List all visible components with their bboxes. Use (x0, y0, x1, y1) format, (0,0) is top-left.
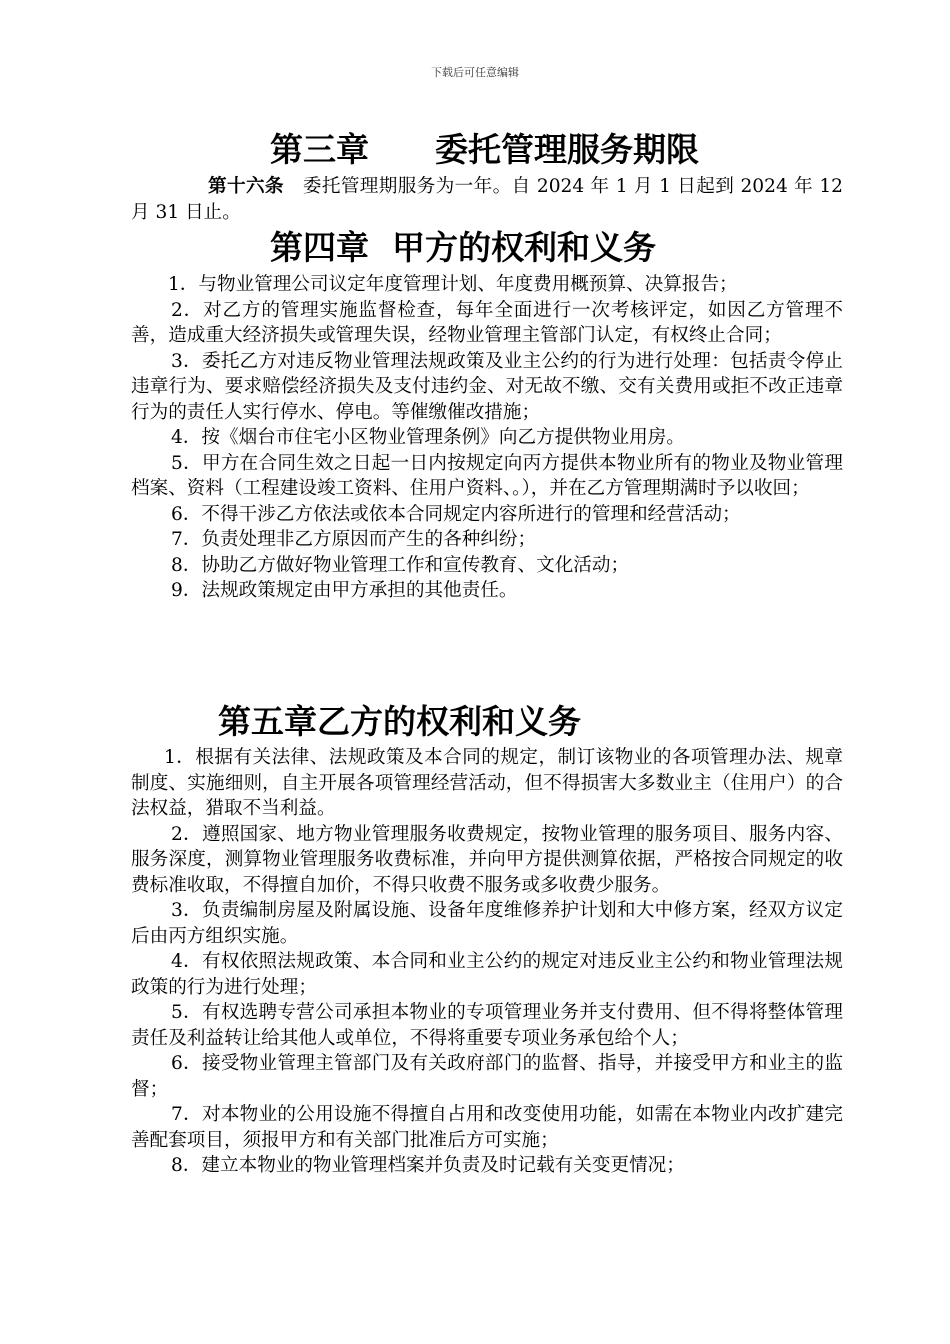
chapter-5-item: 6．接受物业管理主管部门及有关政府部门的监督、指导，并接受甲方和业主的监督； (131, 1053, 843, 1100)
chapter-5-item: 4．有权依照法规政策、本合同和业主公约的规定对违反业主公约和物业管理法规政策的行为进行处理； (131, 951, 843, 998)
chapter-4-title: 第四章 甲方的权利和义务 (270, 228, 656, 267)
header-note: 下载后可任意编辑 (431, 66, 519, 79)
chapter-4-item: 7．负责处理非乙方原因而产生的各种纠纷； (171, 529, 537, 550)
chapter-3-title: 第三章 委托管理服务期限 (270, 130, 699, 169)
chapter-5-item: 8．建立本物业的物业管理档案并负责及时记载有关变更情况； (171, 1155, 685, 1176)
chapter-3-body (131, 174, 843, 225)
chapter-4-item: 2．对乙方的管理实施监督检查，每年全面进行一次考核评定，如因乙方管理不善，造成重大经济损失或管理失误，经物业管理主管部门认定，有权终止合同； (131, 299, 843, 346)
chapter-5-item: 1．根据有关法律、法规政策及本合同的规定，制订该物业的各项管理办法、规章制度、实施细则，自主开展各项管理经营活动，但不得损害大多数业主（住用户）的合法权益，猎取不当利益。 (131, 747, 843, 819)
chapter-5-item: 2．遵照国家、地方物业管理服务收费规定，按物业管理的服务项目、服务内容、服务深度，测算物业管理服务收费标准，并向甲方提供测算依据，严格按合同规定的收费标准收取，不得擅自加价，不得只收费不服务或多收费少服务。 (131, 823, 843, 896)
article-16-text: 委托管理期服务为一年。自 2024 年 1 月 1 日起到 2024 年 12 月 31 日止。 (131, 176, 843, 223)
chapter-5-item: 3．负责编制房屋及附属设施、设备年度维修养护计划和大中修方案，经双方议定后由丙方组织实施。 (131, 900, 843, 947)
chapter-4-item: 6．不得干涉乙方依法或依本合同规定内容所进行的管理和经营活动； (171, 503, 741, 525)
chapter-4-item: 1．与物业管理公司议定年度管理计划、年度费用概预算、决算报告； (168, 274, 738, 295)
article-16 (131, 174, 843, 225)
chapter-4-body (131, 272, 843, 604)
chapter-4-item: 3．委托乙方对违反物业管理法规政策及业主公约的行为进行处理：包括责令停止违章行为、要求赔偿经济损失及支付违约金、对无故不缴、交有关费用或拒不改正违章行为的责任人实行停水、停电。等催缴催改措施； (131, 350, 843, 423)
chapter-5-item: 5．有权选聘专营公司承担本物业的专项管理业务并支付费用、但不得将整体管理责任及利益转让给其他人或单位，不得将重要专项业务承包给个人； (131, 1002, 843, 1049)
chapter-4-item: 4．按《烟台市住宅小区物业管理条例》向乙方提供物业用房。 (171, 427, 685, 448)
chapter-5-title: 第五章乙方的权利和义务 (218, 702, 581, 741)
chapter-5-item: 7．对本物业的公用设施不得擅自占用和改变使用功能，如需在本物业内改扩建完善配套项目，须报甲方和有关部门批准后方可实施； (131, 1104, 843, 1151)
chapter-5-body (131, 745, 843, 1179)
chapter-4-item: 8．协助乙方做好物业管理工作和宣传教育、文化活动； (171, 554, 630, 576)
article-16-label: 第十六条 (208, 176, 284, 197)
chapter-4-item: 5．甲方在合同生效之日起一日内按规定向丙方提供本物业所有的物业及物业管理档案、资料（工程建设竣工资料、住用户资料、。），并在乙方管理期满时予以收回； (131, 452, 843, 499)
chapter-4-item: 9．法规政策规定由甲方承担的其他责任。 (171, 580, 518, 601)
